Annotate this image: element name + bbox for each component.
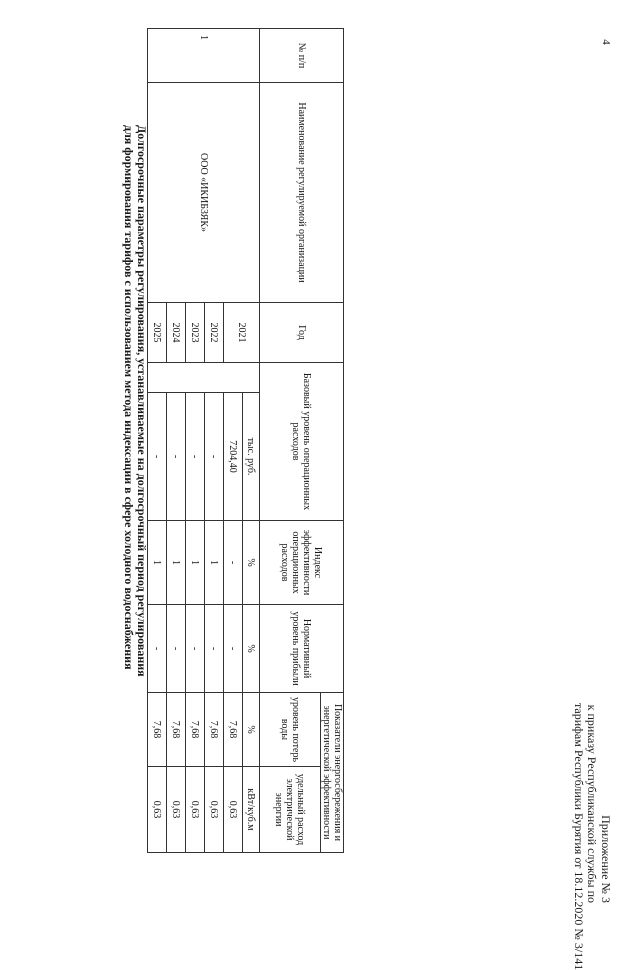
cell-year: 2022 [205,303,224,363]
cell-consumption: 0,63 [205,767,224,853]
appendix-note [572,703,613,970]
cell-profit: - [224,605,243,693]
blank-cell [148,363,260,393]
org-name: ООО «ИКИБЗЯК» [148,83,260,303]
appendix-line-3: тарифам Республики Бурятия от 18.12.2020 № 3/141 [572,703,586,970]
cell-base: - [205,393,224,521]
unit-base: тыс. руб. [243,393,260,521]
unit-profit: % [243,605,260,693]
unit-index: % [243,521,260,605]
cell-loss: 7,68 [224,693,243,767]
header-profit-level: Нормативный уровень прибыли [260,605,344,693]
unit-loss: % [243,693,260,767]
cell-profit: - [167,605,186,693]
appendix-line-2: к приказу Республиканской службы по [585,704,600,903]
appendix-line-1: Приложение № 3 [599,815,613,903]
header-year: Год [260,303,344,363]
cell-year: 2025 [148,303,167,363]
header-num: № п/п [260,29,344,83]
cell-consumption: 0,63 [148,767,167,853]
cell-loss: 7,68 [205,693,224,767]
header-energy-group: Показатели энергосбережения и энергетической эффективности [321,693,344,853]
org-number: 1 [148,29,260,83]
cell-index: 1 [205,521,224,605]
header-energy-consumption: удельный расход электрической энергии [260,767,321,853]
unit-consumption: кВт/куб.м [243,767,260,853]
title-line-2: для формирования тарифов с использованием метода индексации в сфере холодного водоснабжения [122,125,137,670]
header-base-opex: Базовый уровень операционных расходов [260,363,344,521]
cell-index: 1 [167,521,186,605]
header-org: Наименование регулируемой организации [260,83,344,303]
cell-index: - [224,521,243,605]
cell-year: 2021 [224,303,260,363]
cell-base: - [167,393,186,521]
title-line-1: Долгосрочные параметры регулирования, устанавливаемые на долгосрочный период регулирования [135,125,149,677]
document-title [122,125,149,677]
cell-base: 7204,40 [224,393,243,521]
parameters-table [147,28,344,853]
cell-year: 2024 [167,303,186,363]
cell-base: - [148,393,167,521]
header-water-loss: уровень потерь воды [260,693,321,767]
cell-base: - [186,393,205,521]
cell-consumption: 0,63 [224,767,243,853]
header-efficiency-index: Индекс эффективности операционных расходов [260,521,344,605]
cell-profit: - [205,605,224,693]
cell-index: 1 [148,521,167,605]
cell-year: 2023 [186,303,205,363]
cell-loss: 7,68 [148,693,167,767]
cell-index: 1 [186,521,205,605]
cell-profit: - [186,605,205,693]
cell-profit: - [148,605,167,693]
cell-consumption: 0,63 [167,767,186,853]
cell-consumption: 0,63 [186,767,205,853]
page-number: 4 [599,39,612,45]
cell-loss: 7,68 [167,693,186,767]
cell-loss: 7,68 [186,693,205,767]
